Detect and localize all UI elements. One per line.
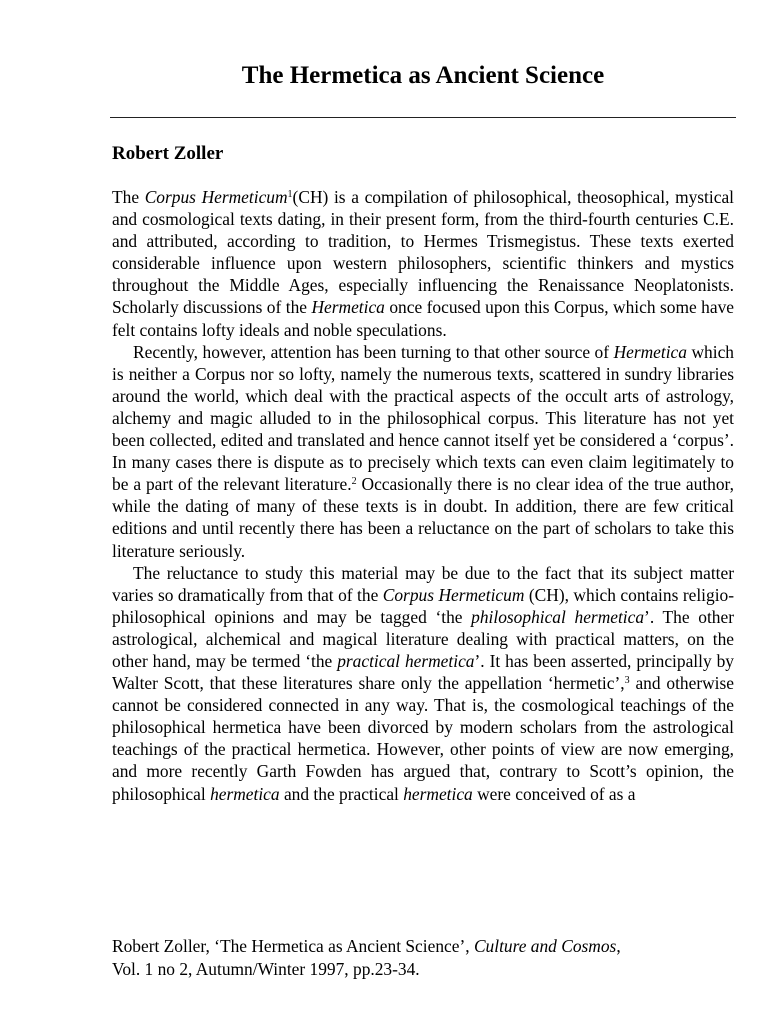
- article-body: [112, 186, 734, 805]
- italic-text: philosophical hermetica: [471, 606, 645, 627]
- text-run: The reluctance to study this material may be due to the fact that its subject matter varies so dramatically from that of the: [112, 562, 734, 605]
- text-run: The: [112, 187, 145, 207]
- citation-journal: Culture and Cosmos: [473, 936, 617, 956]
- citation-volume: Vol. 1 no 2, Autumn/Winter 1997, pp.23-34.: [112, 959, 420, 979]
- italic-text: Corpus Hermeticum: [382, 584, 525, 605]
- citation-suffix: ,: [616, 936, 621, 956]
- citation: [112, 935, 752, 981]
- text-run: ’. It has been asserted, principally by Walter Scott, that these literatures share only the appellation ‘hermetic’,: [112, 650, 734, 694]
- text-run: were conceived of as a: [472, 783, 636, 804]
- article-title: The Hermetica as Ancient Science: [241, 62, 605, 89]
- citation-prefix: Robert Zoller, ‘The Hermetica as Ancient Science’,: [112, 936, 474, 956]
- paragraph: [112, 562, 734, 805]
- paragraph: [112, 341, 734, 562]
- italic-text: Corpus Hermeticum: [144, 187, 288, 207]
- text-run: ’. The other astrological, alchemical and magical literature dealing with practical matters, on the other hand, may be termed ‘the: [112, 606, 734, 671]
- text-run: and otherwise cannot be considered connected in any way. That is, the cosmological teachings of the philosophical hermetica have been divorced by modern scholars from the astrological teachings of the practical hermetica. However, other points of view are now emerging, and more recently Garth Fowden has argued that, contrary to Scott’s opinion, the philosophical: [112, 673, 734, 804]
- paragraph: [112, 186, 734, 341]
- italic-text: practical hermetica: [337, 650, 475, 671]
- italic-text: Hermetica: [613, 341, 687, 362]
- text-run: (CH), which contains religio-philosophical opinions and may be tagged ‘the: [112, 584, 735, 627]
- title-divider: [110, 117, 736, 118]
- italic-text: hermetica: [210, 783, 280, 804]
- text-run: Recently, however, attention has been turning to that other source of: [133, 341, 614, 362]
- text-run: Occasionally there is no clear idea of the true author, while the dating of many of these texts is in doubt. In addition, there are few critical editions and until recently there has been a reluctance on the part of scholars to take this literature seriously.: [112, 474, 734, 561]
- text-run: which is neither a Corpus nor so lofty, namely the numerous texts, scattered in sundry libraries around the world, which deal with the practical aspects of the occult arts of astrology, alchemy and magic alluded to in the philosophical corpus. This literature has not yet been collected, edited and translated and hence cannot itself yet be considered a ‘corpus’. In many cases there is dispute as to precisely which texts can even claim legitimately to be a part of the relevant literature.: [112, 341, 734, 495]
- footnote-marker: 2: [351, 476, 357, 488]
- text-run: (CH) is a compilation of philosophical, theosophical, mystical and cosmological texts dating, in their present form, from the third-fourth centuries C.E. and attributed, according to tradition, to Hermes Trismegistus. These texts exerted considerable influence upon western philosophers, scientific thinkers and mystics throughout the Middle Ages, especially influencing the Renaissance Neoplatonists. Scholarly discussions of the: [112, 187, 734, 318]
- author-name: Robert Zoller: [112, 143, 224, 164]
- text-run: once focused upon this Corpus, which some have felt contains lofty ideals and noble speculations.: [112, 297, 734, 340]
- text-run: and the practical: [279, 783, 404, 804]
- italic-text: hermetica: [403, 783, 473, 804]
- italic-text: Hermetica: [311, 297, 385, 318]
- footnote-marker: 3: [624, 675, 630, 687]
- footnote-marker: 1: [287, 189, 293, 200]
